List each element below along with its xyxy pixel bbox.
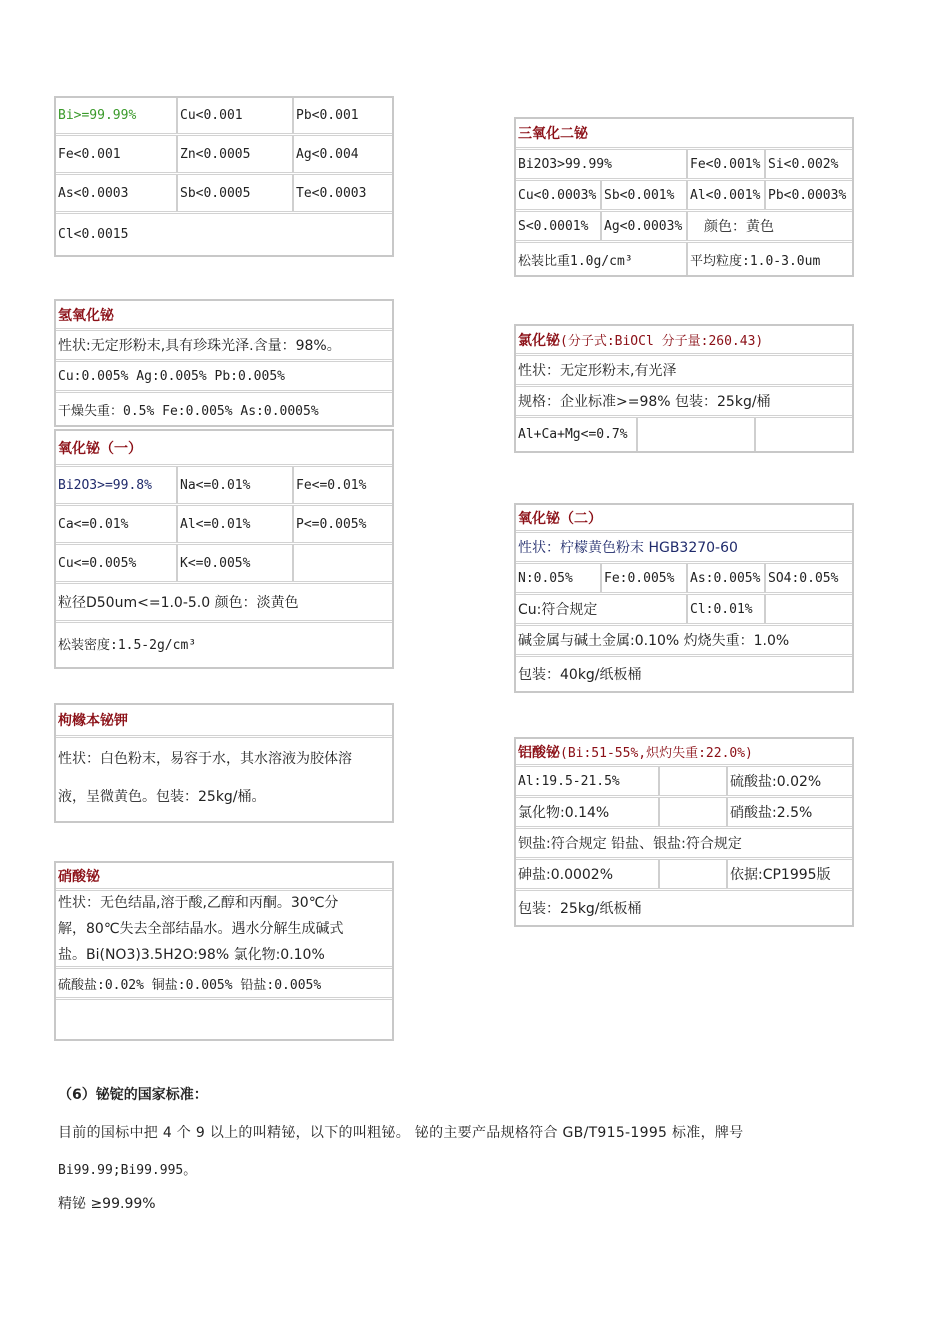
cell: 性状：柠檬黄色粉末 HGB3270-60 (518, 540, 738, 556)
section-heading: （6）铋锭的国家标准： (58, 1087, 208, 1103)
cell (660, 860, 728, 888)
cell (756, 418, 852, 451)
cell: Pb<0.001 (296, 108, 359, 123)
cell: Bi2O3>99.99% (516, 150, 688, 178)
cell: 颜色：黄色 (704, 219, 774, 235)
cell: 包装：40kg/纸板桶 (518, 667, 642, 683)
cell: Si<0.002% (768, 156, 839, 172)
title-main: 铝酸铋 (518, 744, 560, 761)
cell: 性状:无定形粉末,具有珍珠光泽.含量：98%。 (58, 338, 341, 354)
cell: Cl:0.01% (688, 595, 766, 623)
cell: P<=0.005% (296, 516, 367, 532)
cell: Bi>=99.99% (56, 98, 178, 133)
cell: 干燥失重：0.5% Fe:0.005% As:0.0005% (58, 403, 319, 419)
title-sub: (Bi:51-55%,炽灼失重:22.0%) (560, 746, 753, 761)
cell: Al<0.001% (688, 181, 766, 209)
cell: Bi2O3>=99.8% (56, 467, 178, 503)
cell: K<=0.005% (178, 545, 294, 581)
paragraph: 精铋 ≥99.99% (58, 1196, 156, 1212)
section-title: 三氧化二铋 (518, 126, 588, 142)
cell: Pb<0.0003% (768, 187, 847, 203)
cell (638, 418, 756, 451)
cell: Fe:0.005% (602, 564, 688, 592)
cell: Ag<0.004 (296, 146, 359, 162)
text-line: 液，呈微黄色。包装：25kg/桶。 (58, 789, 266, 805)
cell: 硫酸盐:0.02% 铜盐:0.005% 铅盐:0.005% (58, 977, 322, 993)
cell: Cu<=0.005% (56, 545, 178, 581)
cell: 松装比重1.0g/cm³ (516, 243, 688, 275)
cell: 氯化物:0.14% (516, 798, 660, 826)
cell: Sb<0.001% (602, 181, 688, 209)
bi-oxide-1-table (54, 429, 394, 669)
cell: S<0.0001% (516, 212, 602, 240)
bi-aluminate-table (514, 737, 854, 927)
cell (56, 1000, 392, 1035)
cell: Al+Ca+Mg<=0.7% (516, 418, 638, 451)
bi-metal-table (54, 96, 394, 257)
cell: Al<=0.01% (178, 506, 294, 542)
cell: Ag<0.0003% (602, 212, 688, 240)
cell (294, 545, 392, 581)
text-line: 解，80℃失去全部结晶水。遇水分解生成碱式 (58, 920, 344, 937)
cell (56, 738, 392, 818)
title-sub: (分子式:BiOCl 分子量:260.43) (560, 334, 764, 349)
title-main: 氯化铋 (518, 332, 560, 349)
cell (660, 798, 728, 826)
cell: 钡盐:符合规定 铅盐、银盐:符合规定 (518, 836, 742, 852)
cell: Ca<=0.01% (56, 506, 178, 542)
cell: 平均粒度:1.0-3.0um (690, 253, 821, 269)
bi-nitrate-table (54, 861, 394, 1041)
cell: Fe<=0.01% (296, 477, 367, 493)
cell: N:0.05% (516, 564, 602, 592)
cell: Cu<0.0003% (516, 181, 602, 209)
cell: Cu:0.005% Ag:0.005% Pb:0.005% (58, 368, 285, 384)
cell: Na<=0.01% (178, 467, 294, 503)
text-line: 盐。Bi(NO3)3.5H2O:98% 氯化物:0.10% (58, 946, 325, 963)
section-title: 硝酸铋 (58, 868, 100, 885)
cell: 粒径D50um<=1.0-5.0 颜色：淡黄色 (58, 595, 299, 611)
section-title: 氧化铋（一） (58, 440, 142, 457)
cell: 依据:CP1995版 (730, 867, 831, 883)
cell: 硫酸盐:0.02% (730, 774, 822, 790)
cell: 规格：企业标准>=98% 包装：25kg/桶 (518, 394, 771, 410)
cell: Sb<0.0005 (178, 175, 294, 211)
cell: Fe<0.001% (688, 150, 766, 178)
bi-oxychloride-table (514, 324, 854, 453)
cell: Al:19.5-21.5% (516, 767, 660, 795)
cell (766, 595, 852, 623)
cell: Cl<0.0015 (58, 226, 129, 242)
cell (56, 891, 392, 966)
cell: 包装：25kg/纸板桶 (518, 901, 642, 917)
text-line: 性状：无色结晶,溶于酸,乙醇和丙酮。30℃分 (58, 894, 339, 911)
paragraph: 目前的国标中把 4 个 9 以上的叫精铋，以下的叫粗铋。 铋的主要产品规格符合 GB/T915-1995 标准，牌号 (58, 1125, 744, 1141)
cell: 松装密度:1.5-2g/cm³ (58, 637, 197, 653)
paragraph: Bi99.99;Bi99.995。 (58, 1163, 197, 1178)
cell: Zn<0.0005 (178, 136, 294, 172)
cell: As<0.0003 (56, 175, 178, 211)
cell: Cu<0.001 (178, 98, 294, 133)
bi-oxide-2-table (514, 503, 854, 693)
cell: Te<0.0003 (296, 185, 367, 201)
section-title (516, 326, 852, 353)
cell: Fe<0.001 (56, 136, 178, 172)
text-line: 性状：白色粉末，易容于水，其水溶液为胶体溶 (58, 751, 352, 767)
section-title: 枸橼本铋钾 (58, 713, 128, 729)
cell (660, 767, 728, 795)
section-title: 氢氧化铋 (58, 307, 114, 324)
cell: 碱金属与碱土金属:0.10% 灼烧失重：1.0% (518, 633, 790, 649)
bi-hydroxide-table (54, 299, 394, 427)
cell: 性状：无定形粉末,有光泽 (518, 363, 677, 379)
section-title (516, 739, 852, 764)
cell: SO4:0.05% (768, 570, 839, 586)
cell: 硝酸盐:2.5% (730, 805, 813, 821)
bi-potassium-citrate-table (54, 703, 394, 823)
cell: Cu:符合规定 (516, 595, 688, 623)
cell: 砷盐:0.0002% (516, 860, 660, 888)
section-title: 氧化铋（二） (518, 510, 602, 527)
cell: As:0.005% (688, 564, 766, 592)
bi-trioxide-table (514, 117, 854, 277)
